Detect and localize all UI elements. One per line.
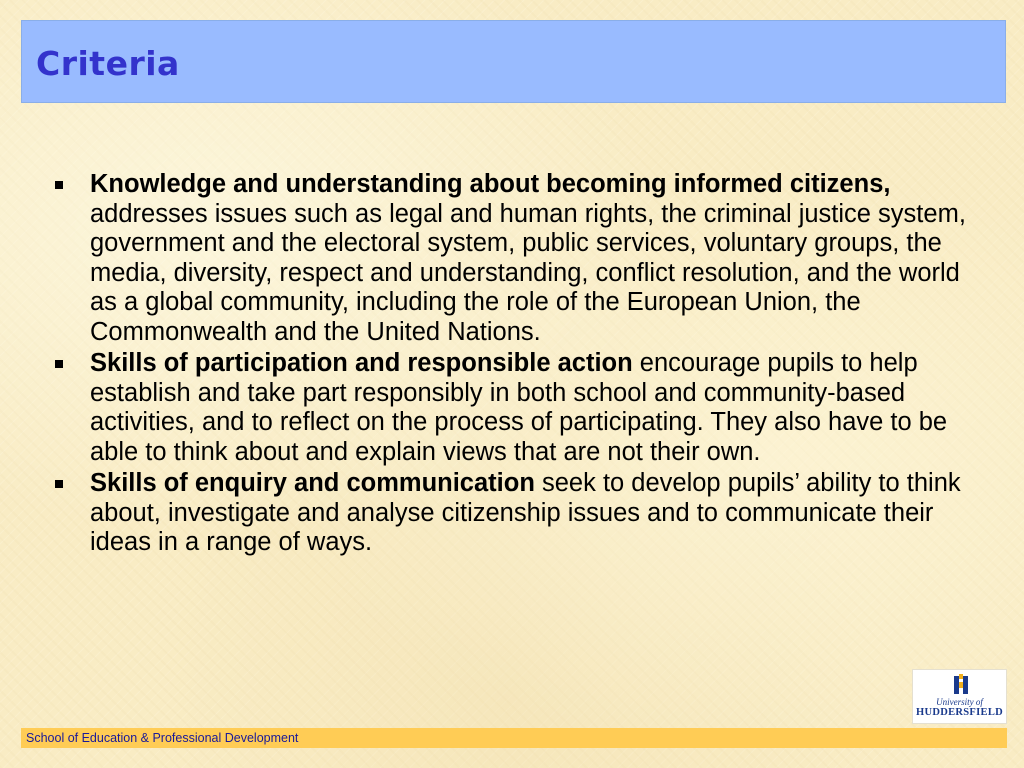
footer-text: School of Education & Professional Development (26, 731, 299, 745)
footer-bar (21, 728, 1007, 748)
bullet-item-knowledge (50, 170, 980, 347)
slide-title: Criteria (36, 44, 180, 83)
square-bullet-icon (55, 480, 63, 488)
university-crest-icon (953, 674, 969, 696)
university-logo (912, 669, 1007, 724)
square-bullet-icon (55, 360, 63, 368)
logo-line-huddersfield: HUDDERSFIELD (915, 707, 1004, 718)
bullet-body: seek to develop pupils’ ability to think about, investigate and analyse citizenship issues and to communicate their ideas in a range of ways. (90, 469, 961, 556)
bullet-heading: Knowledge and understanding about becoming informed citizens, (90, 170, 891, 198)
title-bar (21, 20, 1006, 103)
bullet-body: encourage pupils to help establish and take part responsibly in both school and community-based activities, and to reflect on the process of participating. They also have to be able to think about and explain views that are not their own. (90, 349, 948, 466)
logo-line-university: University of (936, 697, 983, 707)
bullet-item-enquiry (50, 469, 980, 558)
bullet-heading: Skills of enquiry and communication (90, 469, 535, 497)
bullet-body: addresses issues such as legal and human rights, the criminal justice system, government and the electoral system, public services, voluntary groups, the media, diversity, respect and understanding, conflict resolution, and the world as a global community, including the role of the European Union, the Commonwealth and the United Nations. (90, 199, 966, 346)
bullet-item-participation (50, 349, 980, 467)
bullet-list (50, 170, 980, 560)
square-bullet-icon (55, 181, 63, 189)
bullet-heading: Skills of participation and responsible action (90, 349, 633, 377)
